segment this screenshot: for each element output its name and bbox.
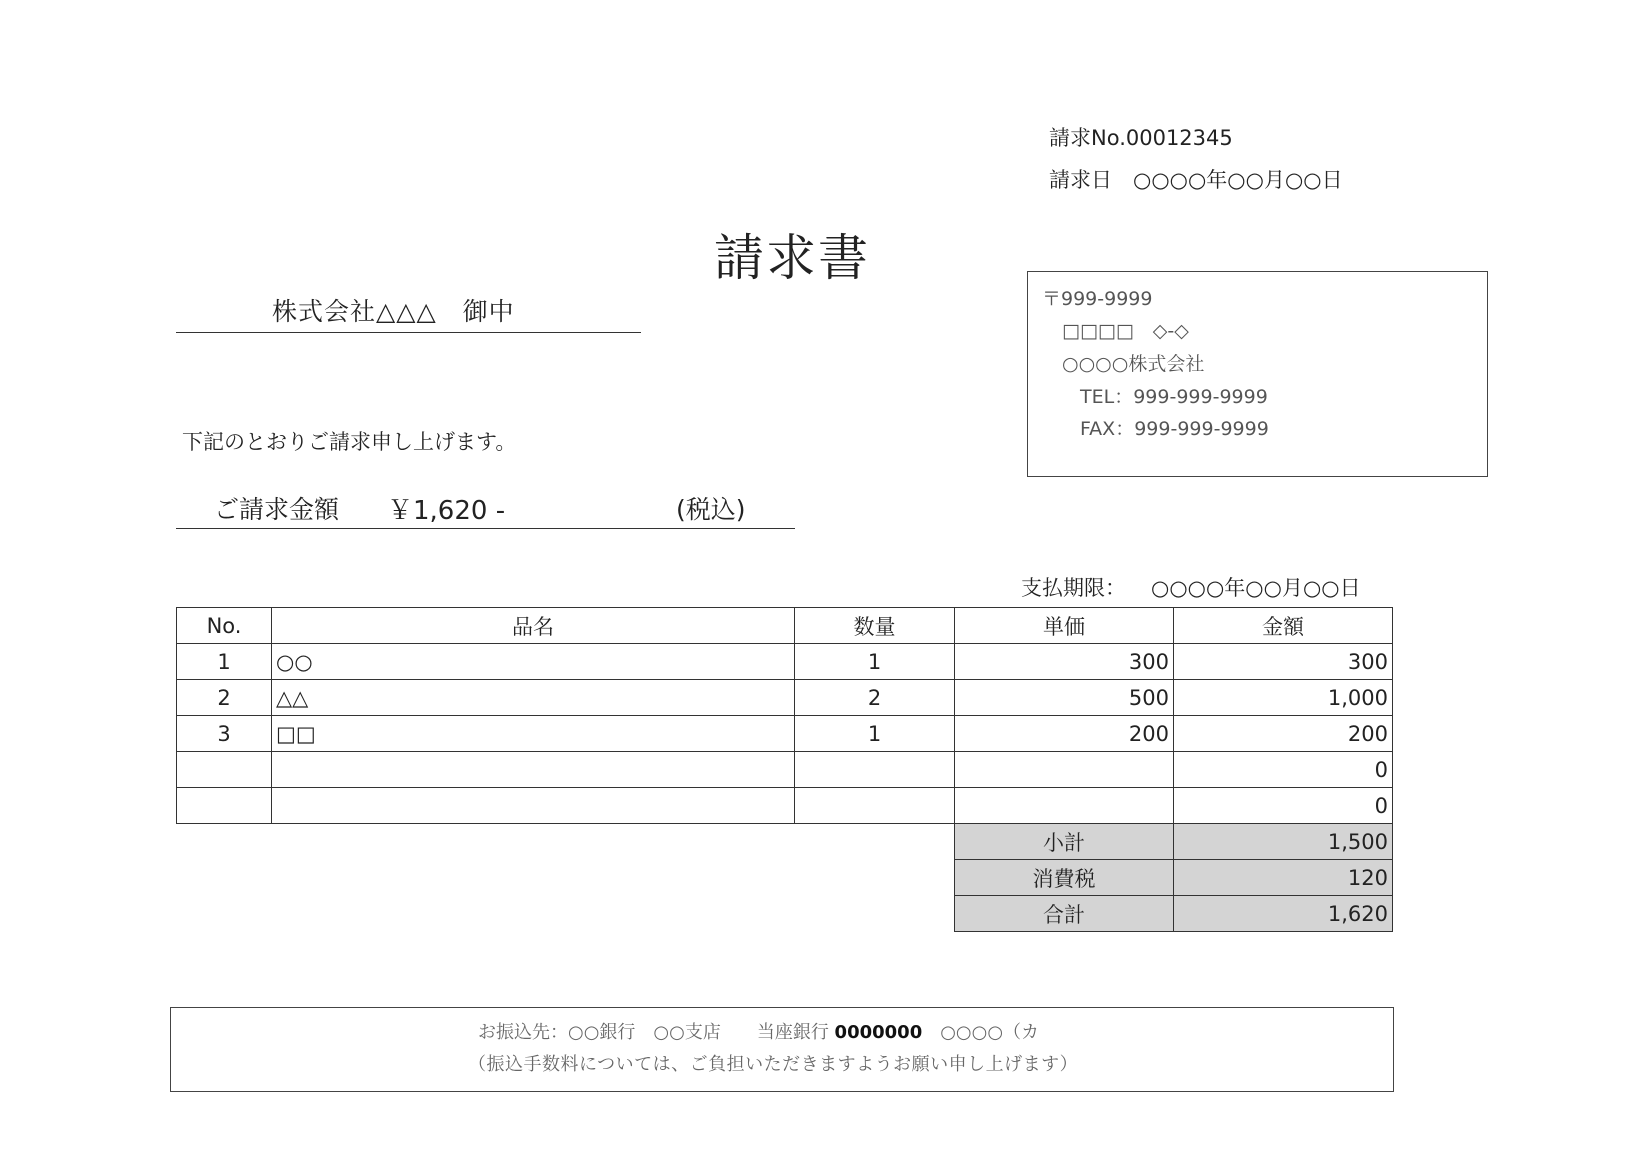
invoice-message: 下記のとおりご請求申し上げます。 <box>182 430 517 454</box>
row-unit-price: 300 <box>955 644 1174 680</box>
row-unit-price: 500 <box>955 680 1174 716</box>
invoice-date: 請求日 ○○○○年○○月○○日 <box>1049 168 1343 192</box>
row-quantity: 1 <box>795 644 955 680</box>
total-row <box>177 896 1393 932</box>
row-unit-price <box>955 752 1174 788</box>
header-quantity: 数量 <box>795 608 955 644</box>
due-date-value: ○○○○年○○月○○日 <box>1151 576 1361 600</box>
bank-transfer-prefix: お振込先：○○銀行 ○○支店 当座銀行 <box>478 1022 835 1043</box>
sender-postal: 〒999-9999 <box>1042 288 1153 310</box>
items-table <box>176 607 1393 932</box>
header-amount: 金額 <box>1174 608 1393 644</box>
page-title: 請求書 <box>714 229 870 287</box>
tax-value: 120 <box>1174 860 1393 896</box>
bank-fee-note: （振込手数料については、ご負担いただきますようお願い申し上げます） <box>468 1054 1079 1075</box>
row-quantity: 1 <box>795 716 955 752</box>
table-row <box>177 716 1393 752</box>
amount-underline <box>176 528 795 529</box>
sender-address: □□□□ ◇-◇ <box>1062 320 1189 342</box>
amount-value: ￥1,620 - <box>387 496 506 526</box>
table-row <box>177 680 1393 716</box>
bank-account-number: 0000000 <box>834 1022 923 1043</box>
summary-spacer <box>177 896 955 932</box>
row-amount: 0 <box>1174 752 1393 788</box>
row-item-name <box>272 788 795 824</box>
header-no: No. <box>177 608 272 644</box>
row-amount: 300 <box>1174 644 1393 680</box>
table-row <box>177 752 1393 788</box>
sender-box <box>1027 271 1488 477</box>
header-unit-price: 単価 <box>955 608 1174 644</box>
bank-account-holder: ○○○○（カ <box>922 1022 1040 1043</box>
row-amount: 200 <box>1174 716 1393 752</box>
tax-label: 消費税 <box>955 860 1174 896</box>
row-item-name: □□ <box>272 716 795 752</box>
row-quantity <box>795 788 955 824</box>
row-amount: 1,000 <box>1174 680 1393 716</box>
due-date-label: 支払期限： <box>1021 576 1126 600</box>
invoice-number: 請求No.00012345 <box>1049 126 1233 150</box>
table-row <box>177 788 1393 824</box>
sender-company: ○○○○株式会社 <box>1062 353 1205 375</box>
header-item-name: 品名 <box>272 608 795 644</box>
table-header-row <box>177 608 1393 644</box>
table-row <box>177 644 1393 680</box>
row-quantity <box>795 752 955 788</box>
amount-tax-note: (税込) <box>676 495 746 524</box>
tax-row <box>177 860 1393 896</box>
row-no: 1 <box>177 644 272 680</box>
row-item-name: ○○ <box>272 644 795 680</box>
summary-spacer <box>177 860 955 896</box>
subtotal-label: 小計 <box>955 824 1174 860</box>
row-no <box>177 752 272 788</box>
total-label: 合計 <box>955 896 1174 932</box>
amount-label: ご請求金額 <box>214 495 340 524</box>
sender-tel: TEL：999-999-9999 <box>1080 386 1268 408</box>
summary-spacer <box>177 824 955 860</box>
subtotal-value: 1,500 <box>1174 824 1393 860</box>
row-no <box>177 788 272 824</box>
sender-fax: FAX：999-999-9999 <box>1080 418 1269 440</box>
total-value: 1,620 <box>1174 896 1393 932</box>
row-no: 2 <box>177 680 272 716</box>
recipient-underline <box>176 332 641 333</box>
recipient-name: 株式会社△△△ 御中 <box>272 297 515 326</box>
subtotal-row <box>177 824 1393 860</box>
row-unit-price: 200 <box>955 716 1174 752</box>
row-quantity: 2 <box>795 680 955 716</box>
row-amount: 0 <box>1174 788 1393 824</box>
row-unit-price <box>955 788 1174 824</box>
row-no: 3 <box>177 716 272 752</box>
bank-transfer-line <box>478 1018 1039 1044</box>
row-item-name: △△ <box>272 680 795 716</box>
row-item-name <box>272 752 795 788</box>
